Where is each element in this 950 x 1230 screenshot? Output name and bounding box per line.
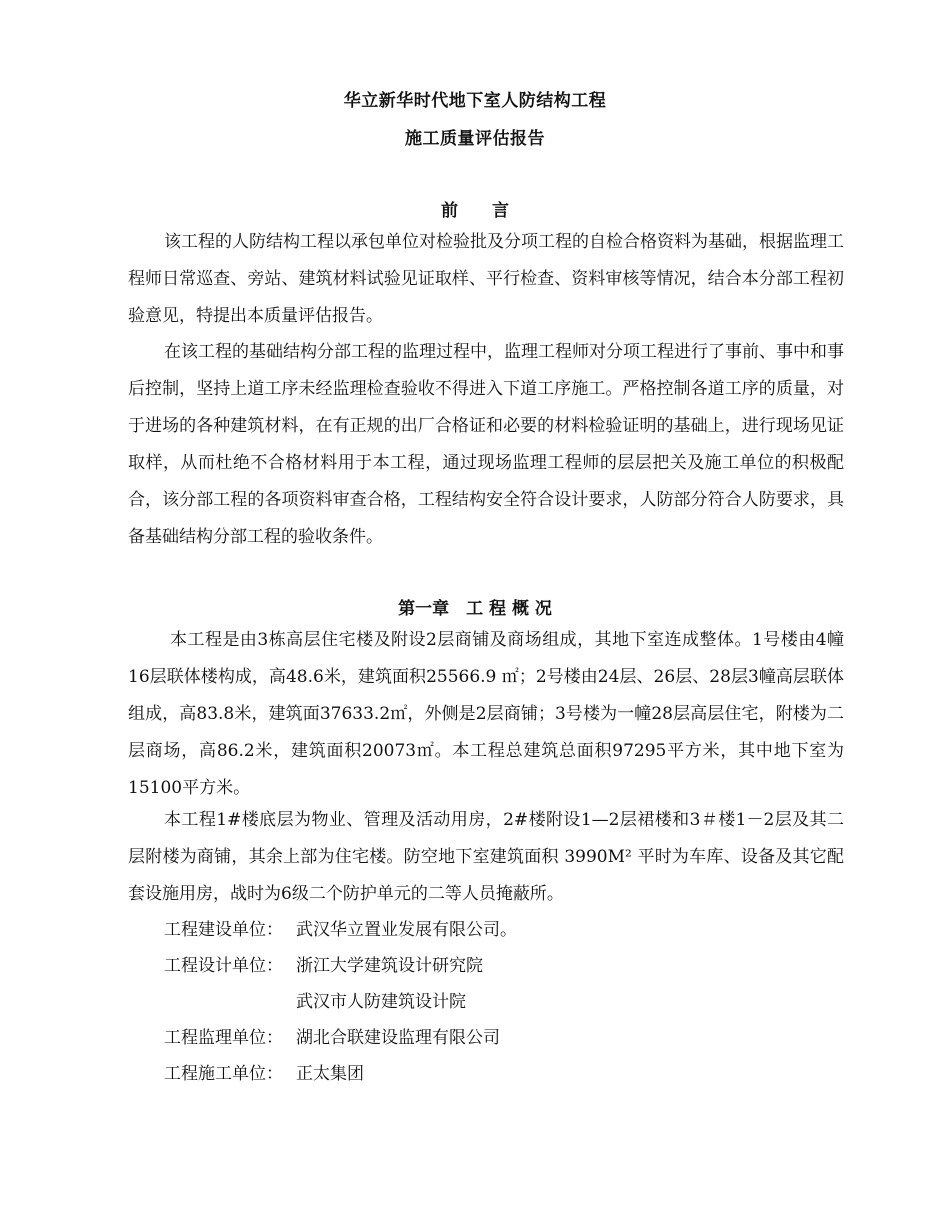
- designer-value-2: 武汉市人防建筑设计院: [296, 992, 466, 1012]
- owner-value: 武汉华立置业发展有限公司。: [296, 920, 517, 940]
- preface-paragraph-1: 该工程的人防结构工程以承包单位对检验批及分项工程的自检合格资料为基础，根据监理工程师日常巡查、旁站、建筑材料试验见证取样、平行检查、资料审核等情况，结合本分部工程初验意见，特提出本质量评估报告。: [128, 232, 844, 326]
- chapter-1-paragraph-1: 本工程是由3栋高层住宅楼及附设2层商铺及商场组成，其地下室连成整体。1号楼由4幢16层联体楼构成，高48.6米，建筑面积25566.9 ㎡；2号楼由24层、26层、28层3幢高层联体组成，高83.8米，建筑面37633.2㎡，外侧是2层商铺；3号楼为一幢28层高层住宅，附楼为二层商场，高86.2米，建筑面积20073㎡。本工程总建筑总面积97295平方米，其中地下室为15100平方米。: [128, 630, 844, 798]
- owner-label: 工程建设单位：: [164, 920, 283, 940]
- contractor-value: 正太集团: [296, 1064, 364, 1084]
- supervisor-value: 湖北合联建设监理有限公司: [296, 1028, 500, 1048]
- chapter-1-heading: 第一章 工 程 概 况: [398, 599, 552, 619]
- designer-value-1: 浙江大学建筑设计研究院: [296, 956, 483, 976]
- designer-label: 工程设计单位：: [164, 956, 283, 976]
- document-title-line1: 华立新华时代地下室人防结构工程: [343, 91, 607, 111]
- preface-heading: 前 言: [441, 201, 509, 221]
- preface-paragraph-2: 在该工程的基础结构分部工程的监理过程中，监理工程师对分项工程进行了事前、事中和事后控制，坚持上道工序未经监理检查验收不得进入下道工序施工。严格控制各道工序的质量，对于进场的各种建筑材料，在有正规的出厂合格证和必要的材料检验证明的基础上，进行现场见证取样，从而杜绝不合格材料用于本工程，通过现场监理工程师的层层把关及施工单位的积极配合，该分部工程的各项资料审查合格，工程结构安全符合设计要求，人防部分符合人防要求，具备基础结构分部工程的验收条件。: [128, 342, 844, 547]
- supervisor-label: 工程监理单位：: [164, 1028, 283, 1048]
- document-title-line2: 施工质量评估报告: [405, 129, 545, 149]
- chapter-1-paragraph-2: 本工程1#楼底层为物业、管理及活动用房，2#楼附设1—2层裙楼和3＃楼1－2层及其二层附楼为商铺，其余上部为住宅楼。防空地下室建筑面积 3990M² 平时为车库、设备及其它配套设施用房，战时为6级二个防护单元的二等人员掩蔽所。: [128, 810, 844, 904]
- contractor-label: 工程施工单位：: [164, 1064, 283, 1084]
